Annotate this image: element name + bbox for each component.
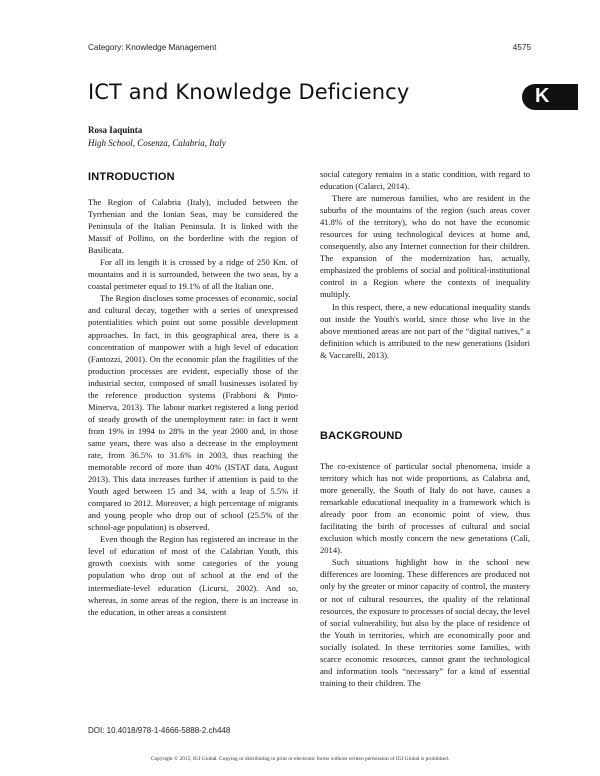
section-letter: K xyxy=(535,85,550,107)
author-name: Rosa Iaquinta xyxy=(88,125,143,135)
left-column xyxy=(88,196,298,618)
article-title: ICT and Knowledge Deficiency xyxy=(88,80,410,104)
paragraph: Such situations highlight how in the school new differences are looming. These differences are produced not only by the greater or minor capacity of control, the mastery or not of cultural resources, the quality of the relational resources, the exposure to processes of social decay, the level of social vulnerability, but also by the place of residence of the Youth in territories, which are economically poor and socially isolated. In these territories some families, with scarce economic resources, cannot grant the technological and information tools “necessary” for a kind of essential training to their children. The xyxy=(320,557,530,688)
right-column-top xyxy=(320,168,530,361)
paragraph: In this respect, there, a new educational inequality stands out inside the Youth's world, since those who live in the above mentioned areas are not part of the “digital natives,” a definition which is attributed to the new generations (Isidori & Vaccarelli, 2013). xyxy=(320,301,530,360)
doi: DOI: 10.4018/978-1-4666-5888-2.ch448 xyxy=(88,726,231,735)
paragraph: For all its length it is crossed by a ridge of 250 Km. of mountains and it is surrounded, between the two seas, by a coastal perimeter equal to 19.1% of all the Italian one. xyxy=(88,257,298,292)
paragraph: Even though the Region has registered an increase in the level of education of most of the Calabrian Youth, this growth coexists with some categories of the young population who drop out of school at the end of the intermediate-level education (Licursi, 2002). And so, whereas, in some areas of the region, there is an increase in the education, in other areas a consistent xyxy=(88,534,298,617)
section-heading-background: BACKGROUND xyxy=(320,430,403,442)
copyright-notice: Copyright © 2015, IGI Global. Copying or distributing in print or electronic forms without written permission of IGI Global is prohibited. xyxy=(150,756,450,762)
paragraph: There are numerous families, who are resident in the suburbs of the mountains of the region (such areas cover 41.8% of the territory), who do not have the economic resources for using technological devices at home and, consequently, also any Internet connection for their children. The expansion of the modernization has, actually, emphasized the problems of social and political-institutional control in a Region where the contexts of inequality multiply. xyxy=(320,193,530,300)
right-column-bottom xyxy=(320,460,530,689)
running-header-category: Category: Knowledge Management xyxy=(88,43,217,52)
page-number: 4575 xyxy=(512,43,531,52)
section-letter-tab xyxy=(522,84,578,110)
author-affiliation: High School, Cosenza, Calabria, Italy xyxy=(88,138,226,148)
paragraph: The Region discloses some processes of economic, social and cultural decay, together with a series of unexpressed potentialities which point out some possible development approaches. In fact, in this geographical area, there is a concentration of manpower with a high level of education (Fantozzi, 2001). On the economic plan the fragilities of the production processes are evident, especially those of the industrial sector, composed of small businesses isolated by the reference production systems (Frabboni & Pinto-Minerva, 2013). The labour market registered a long period of steady growth of the unemployment rate: in fact it went from 19% in 1994 to 28% in the year 2000 and, in those same years, there was also a decrease in the employment rate, from 36.5% to 31.6% in 2003, thus reaching the memorable record of more than 40% (ISTAT data, August 2013). This data increases further if attention is paid to the Youth aged between 15 and 34, with a leap of 5.5% if compared to 2012. Moreover, a high percentage of migrants and young people who drop out of school (25.5% of the school-age population) is observed. xyxy=(88,293,298,533)
section-heading-introduction: INTRODUCTION xyxy=(88,171,175,183)
paragraph: social category remains in a static condition, with regard to education (Calarci, 2014). xyxy=(320,169,530,192)
paragraph: The co-existence of particular social phenomena, inside a territory which has not wide proportions, as Calabria and, more generally, the South of Italy do not have, causes a remarkable educational inequality in a framework which is already poor from an economic point of view, thus facilitating the birth of processes of cultural and social exclusion which mostly concern the new generations (Calì, 2014). xyxy=(320,461,530,556)
paragraph: The Region of Calabria (Italy), included between the Tyrrhenian and the Ionian Seas, may be considered the Peninsula of the Italian Peninsula. It is linked with the Massif of Pollino, on the borderline with the region of Basilicata. xyxy=(88,197,298,256)
